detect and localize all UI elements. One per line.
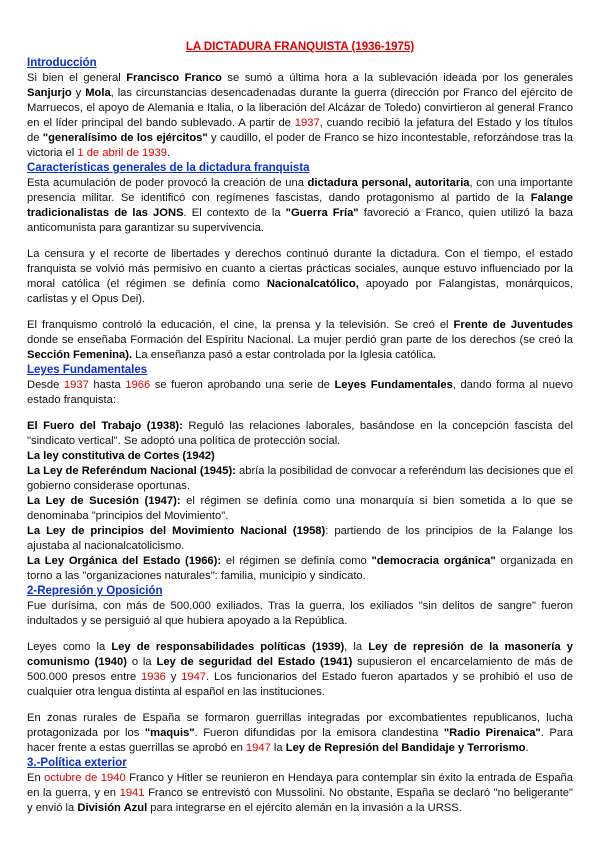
heading-caracteristicas: Características generales de la dictadura franquista xyxy=(27,162,310,174)
intro-paragraph: Si bien el general Francisco Franco se sumó a última hora a la sublevación ideada por los generales Sanjurjo y Mola, las circunstancias desencadenadas durante la guerra (dirección por Franco del ejército de Marruecos, el apoyo de Alemania e Italia, o la liberación del Alcázar de Toledo) convirtieron al general Franco en el líder principal del bando sublevado. A partir de 1937, cuando recibió la jefatura del Estado y los títulos de "generalísimo de los ejércitos" y caudillo, el poder de Franco se hizo incontestable, reforzándose tras la victoria el 1 de abril de 1939. xyxy=(27,72,574,159)
heading-introduccion: Introducción xyxy=(27,57,97,69)
represion-paragraph-3: En zonas rurales de España se formaron guerrillas integradas por excombatientes republicanos, lucha protagonizada por los "maquis". Fueron difundidas por la emisora clandestina "Radio Pirenaica". Para hacer frente a estas guerrillas se aprobó en 1947 la Ley de Represión del Bandidaje y Terrorismo. xyxy=(27,712,573,754)
ley-fuero-trabajo: El Fuero del Trabajo (1938): Reguló las relaciones laborales, basándose en la concepción fascista del "sindicato vertical". Se adoptó una política de protección social. xyxy=(27,420,573,447)
caracteristicas-paragraph-1: Esta acumulación de poder provocó la creación de una dictadura personal, autoritaria, con una importante presencia militar. Se identificó con regímenes fascistas, dando protagonismo al partido de la Falange tradicionalistas de las JONS. El contexto de la "Guerra Fría" favoreció a Franco, quien utilizó la baza anticomunista para garantizar su supervivencia. xyxy=(27,177,574,234)
exterior-paragraph: En octubre de 1940 Franco y Hitler se reunieron en Hendaya para contemplar sin éxito la entrada de España en la guerra, y en 1941 Franco se entrevistó con Mussolini. No obstante, España se declaró "no beligerante" y envió la División Azul para integrarse en el ejército alemán en la invasión a la URSS. xyxy=(27,772,573,814)
ley-principios-movimiento: La Ley de principios del Movimiento Nacional (1958): partiendo de los principios de la Falange los ajustaba al nacionalcatolicismo. xyxy=(27,525,573,552)
represion-paragraph-1: Fue durísima, con más de 500.000 exiliados. Tras la guerra, los exiliados "sin delitos de sangre" fueron indultados y se persiguió al que hubiera apoyado a la República. xyxy=(27,600,573,627)
represion-paragraph-2: Leyes como la Ley de responsabilidades políticas (1939), la Ley de represión de la masonería y comunismo (1940) o la Ley de seguridad del Estado (1941) supusieron el encarcelamiento de más de 500.000 presos entre 1936 y 1947. Los funcionarios del Estado fueron apartados y se prohibió el uso de cualquier otra lengua distinta al español en las instituciones. xyxy=(27,641,574,698)
ley-referendum-nacional: La Ley de Referéndum Nacional (1945): abría la posibilidad de convocar a referéndum las decisiones que el gobierno considerase oportunas. xyxy=(27,465,573,492)
caracteristicas-paragraph-3: El franquismo controló la educación, el cine, la prensa y la televisión. Se creó el Frente de Juventudes donde se enseñaba Formación del Espíritu Nacional. La mujer perdió gran parte de los derechos (se creó la Sección Femenina). La enseñanza pasó a estar controlada por la Iglesia católica. xyxy=(27,319,573,361)
document-page xyxy=(27,40,573,816)
heading-represion-oposicion: 2-Represión y Oposición xyxy=(27,585,163,597)
ley-constitutiva-cortes: La ley constitutiva de Cortes (1942) xyxy=(27,450,215,462)
heading-leyes-fundamentales: Leyes Fundamentales xyxy=(27,364,148,376)
leyes-intro-paragraph: Desde 1937 hasta 1966 se fueron aprobando una serie de Leyes Fundamentales, dando forma al nuevo estado franquista: xyxy=(27,379,574,406)
document-title: LA DICTADURA FRANQUISTA (1936-1975) xyxy=(185,41,415,53)
heading-politica-exterior: 3.-Política exterior xyxy=(27,757,127,769)
caracteristicas-paragraph-2: La censura y el recorte de libertades y derechos continuó durante la dictadura. Con el tiempo, el estado franquista se volvió más permisivo en cuanto a ciertas prácticas sociales, aunque estuvo influenciado por la moral católica (el régimen se definía como Nacionalcatólico, apoyado por Falangistas, monárquicos, carlistas y el Opus Dei). xyxy=(27,248,573,305)
ley-organica-estado: La Ley Orgánica del Estado (1966): el régimen se definía como "democracia orgánica" organizada en torno a las "organizaciones naturales": familia, municipio y sindicato. xyxy=(27,555,573,582)
ley-sucesion: La Ley de Sucesión (1947): el régimen se definía como una monarquía si bien sometida a lo que se denominaba "principios del Movimiento". xyxy=(27,495,573,522)
